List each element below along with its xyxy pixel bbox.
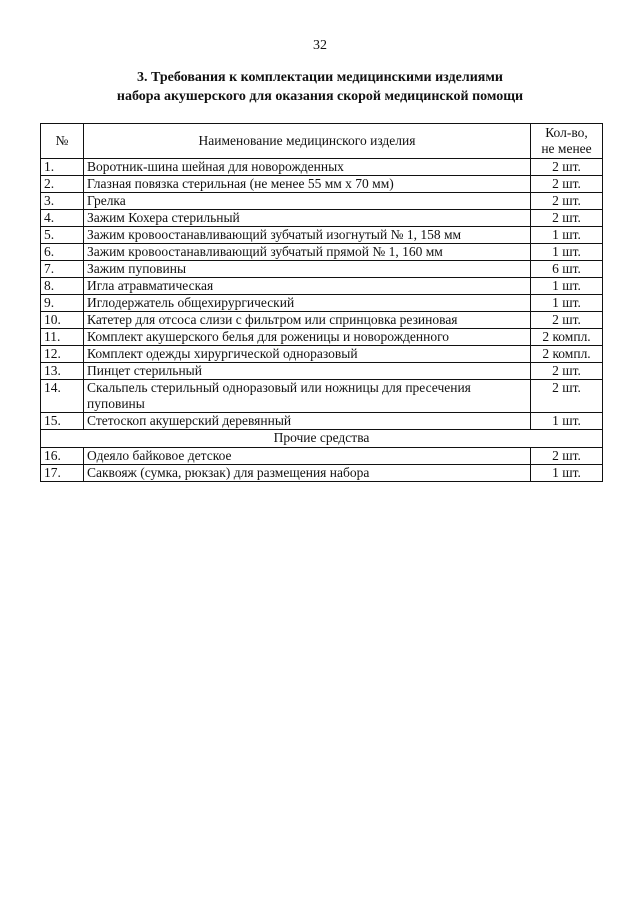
- table-row: [41, 329, 603, 346]
- cell-qty: 2 компл.: [531, 329, 603, 346]
- document-title: [40, 68, 600, 106]
- cell-qty: 2 шт.: [531, 193, 603, 210]
- section-label: Прочие средства: [41, 430, 603, 448]
- cell-num: 13.: [41, 363, 84, 380]
- table-row: [41, 176, 603, 193]
- table-row: [41, 261, 603, 278]
- cell-qty: 1 шт.: [531, 244, 603, 261]
- cell-qty: 2 шт.: [531, 380, 603, 413]
- title-line-2: набора акушерского для оказания скорой медицинской помощи: [116, 89, 524, 104]
- cell-qty: 2 компл.: [531, 346, 603, 363]
- cell-name: Игла атравматическая: [84, 278, 531, 295]
- table-row: [41, 312, 603, 329]
- table-row: [41, 448, 603, 465]
- table-row: [41, 413, 603, 430]
- table-row: [41, 465, 603, 482]
- cell-num: 11.: [41, 329, 84, 346]
- cell-qty: 2 шт.: [531, 312, 603, 329]
- cell-num: 2.: [41, 176, 84, 193]
- table-row: [41, 159, 603, 176]
- cell-name: Стетоскоп акушерский деревянный: [84, 413, 531, 430]
- main-rows: [41, 159, 603, 430]
- header-qty-line-1: Кол-во,: [545, 125, 588, 140]
- cell-num: 14.: [41, 380, 84, 413]
- other-rows: [41, 448, 603, 482]
- cell-qty: 2 шт.: [531, 363, 603, 380]
- cell-name: Одеяло байковое детское: [84, 448, 531, 465]
- cell-qty: 2 шт.: [531, 176, 603, 193]
- cell-qty: 2 шт.: [531, 448, 603, 465]
- title-line-1: 3. Требования к комплектации медицинскими изделиями: [137, 70, 503, 85]
- table-row: [41, 193, 603, 210]
- table-row: [41, 380, 603, 413]
- cell-name: Скальпель стерильный одноразовый или ножницы для пресечения пуповины: [84, 380, 531, 413]
- table-row: [41, 278, 603, 295]
- cell-num: 12.: [41, 346, 84, 363]
- table-row: [41, 227, 603, 244]
- cell-num: 10.: [41, 312, 84, 329]
- header-qty: [531, 124, 603, 159]
- cell-name: Зажим пуповины: [84, 261, 531, 278]
- cell-name: Катетер для отсоса слизи с фильтром или спринцовка резиновая: [84, 312, 531, 329]
- cell-qty: 2 шт.: [531, 210, 603, 227]
- section-row: [41, 430, 603, 448]
- cell-qty: 6 шт.: [531, 261, 603, 278]
- header-name: Наименование медицинского изделия: [84, 124, 531, 159]
- cell-qty: 1 шт.: [531, 278, 603, 295]
- cell-name: Зажим кровоостанавливающий зубчатый прямой № 1, 160 мм: [84, 244, 531, 261]
- cell-name: Воротник-шина шейная для новорожденных: [84, 159, 531, 176]
- cell-name: Саквояж (сумка, рюкзак) для размещения набора: [84, 465, 531, 482]
- cell-qty: 1 шт.: [531, 227, 603, 244]
- cell-num: 9.: [41, 295, 84, 312]
- table-row: [41, 363, 603, 380]
- cell-num: 7.: [41, 261, 84, 278]
- cell-name: Комплект акушерского белья для роженицы и новорожденного: [84, 329, 531, 346]
- cell-num: 17.: [41, 465, 84, 482]
- section-other: [41, 430, 603, 448]
- cell-num: 4.: [41, 210, 84, 227]
- cell-name: Иглодержатель общехирургический: [84, 295, 531, 312]
- cell-qty: 1 шт.: [531, 465, 603, 482]
- cell-qty: 1 шт.: [531, 413, 603, 430]
- cell-num: 16.: [41, 448, 84, 465]
- cell-num: 8.: [41, 278, 84, 295]
- cell-name: Пинцет стерильный: [84, 363, 531, 380]
- cell-name: Зажим кровоостанавливающий зубчатый изогнутый № 1, 158 мм: [84, 227, 531, 244]
- cell-name: Зажим Кохера стерильный: [84, 210, 531, 227]
- table-row: [41, 210, 603, 227]
- cell-qty: 1 шт.: [531, 295, 603, 312]
- cell-num: 15.: [41, 413, 84, 430]
- cell-num: 6.: [41, 244, 84, 261]
- table-row: [41, 295, 603, 312]
- table-row: [41, 244, 603, 261]
- cell-name: Грелка: [84, 193, 531, 210]
- header-num: №: [41, 124, 84, 159]
- table-header-row: [41, 124, 603, 159]
- equipment-table: [40, 123, 603, 482]
- cell-num: 3.: [41, 193, 84, 210]
- cell-num: 1.: [41, 159, 84, 176]
- cell-name: Комплект одежды хирургической одноразовый: [84, 346, 531, 363]
- page-number: 32: [313, 38, 327, 53]
- cell-num: 5.: [41, 227, 84, 244]
- cell-name: Глазная повязка стерильная (не менее 55 мм х 70 мм): [84, 176, 531, 193]
- header-qty-line-2: не менее: [541, 141, 592, 156]
- cell-qty: 2 шт.: [531, 159, 603, 176]
- table-row: [41, 346, 603, 363]
